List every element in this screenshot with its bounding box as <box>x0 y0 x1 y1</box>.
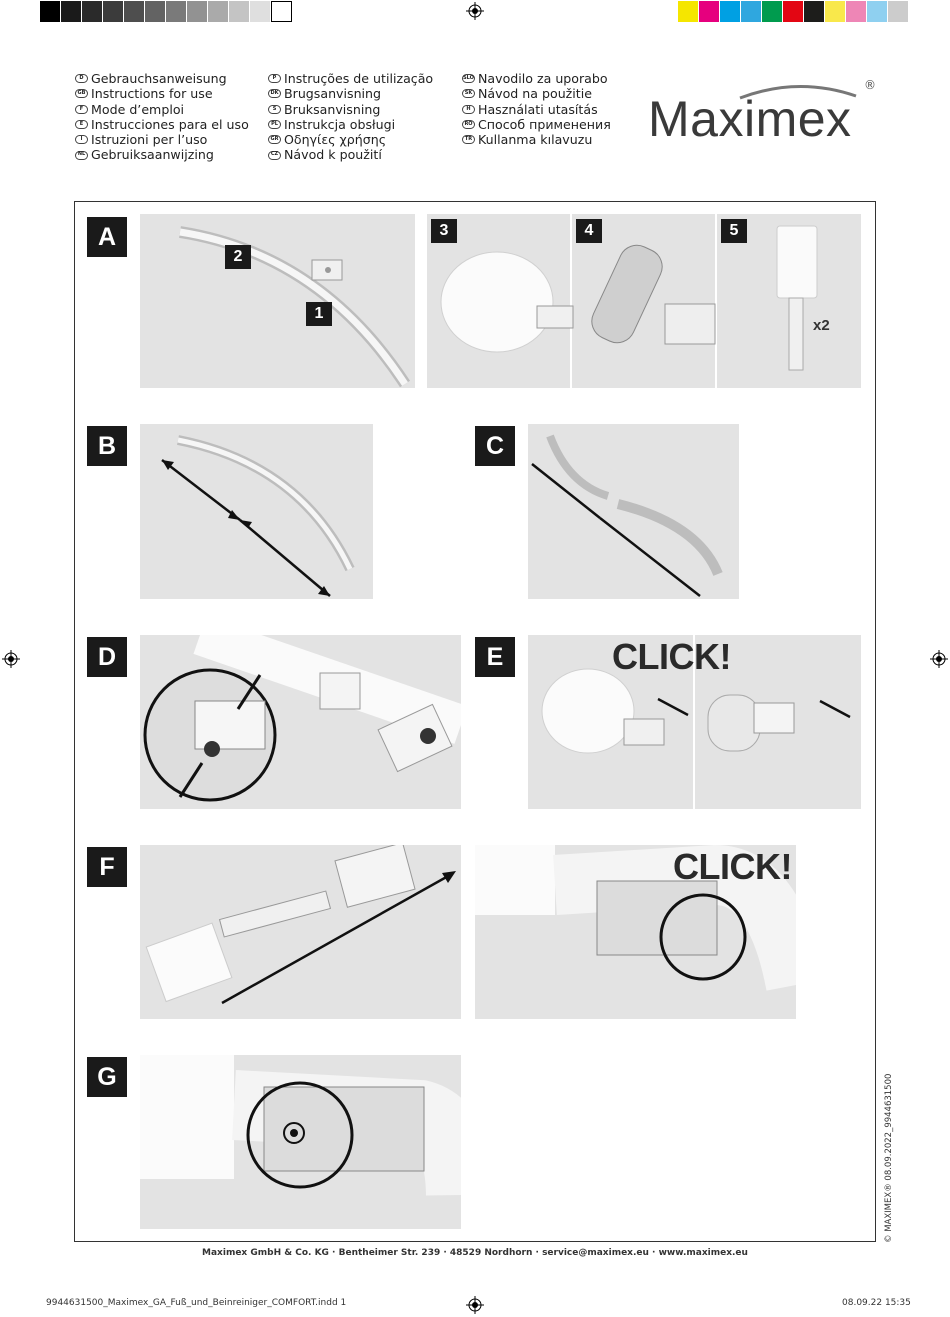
color-swatch <box>124 1 145 22</box>
language-label: Instrucciones para el uso <box>91 116 249 132</box>
language-item <box>268 132 433 147</box>
language-code-badge: NL <box>75 151 88 160</box>
panel-g <box>140 1055 461 1229</box>
color-swatch <box>166 1 187 22</box>
language-item <box>462 102 611 117</box>
language-label: Návod k použití <box>284 147 382 163</box>
language-label: Bruksanvisning <box>284 101 381 117</box>
language-label: Kullanma kılavuzu <box>478 132 593 148</box>
language-item <box>462 71 611 86</box>
color-swatch <box>82 1 103 22</box>
language-label: Способ применения <box>478 116 611 132</box>
panel-c <box>528 424 739 599</box>
color-swatch <box>678 1 699 22</box>
part-number-3: 3 <box>431 219 457 243</box>
grayscale-color-bar <box>40 1 292 22</box>
registration-mark-icon <box>466 1296 484 1314</box>
language-list-col2 <box>268 71 433 163</box>
copyright-note: © MAXIMEX® 08.09.2022_9944631500 <box>884 1073 894 1243</box>
release-button-image <box>140 1055 461 1229</box>
panel-a-attachments <box>427 214 861 388</box>
click-callout: CLICK! <box>673 846 792 887</box>
panel-b <box>140 424 373 599</box>
part-number-4: 4 <box>576 219 602 243</box>
color-swatch <box>825 1 846 22</box>
language-code-badge: S <box>268 105 281 114</box>
language-label: Gebruiksaanwijzing <box>91 147 214 163</box>
language-label: Navodilo za uporabo <box>478 71 608 86</box>
language-label: Gebrauchsanweisung <box>91 71 227 86</box>
color-swatch <box>699 1 720 22</box>
quantity-label: x2 <box>813 317 830 334</box>
color-swatch <box>846 1 867 22</box>
language-label: Instruções de utilização <box>284 71 434 86</box>
color-swatch <box>762 1 783 22</box>
print-date: 08.09.22 15:35 <box>842 1298 911 1308</box>
insert-sponge-image <box>140 845 461 1019</box>
step-label-g: G <box>87 1057 127 1097</box>
click-callout: CLICK! <box>612 636 731 677</box>
color-swatch <box>804 1 825 22</box>
color-swatch <box>103 1 124 22</box>
language-item <box>75 132 249 147</box>
step-label-a: A <box>87 217 127 257</box>
step-label-c: C <box>475 426 515 466</box>
language-code-badge: SK <box>462 89 475 98</box>
language-label: Návod na použitie <box>478 86 592 102</box>
language-item <box>462 117 611 132</box>
language-item <box>462 86 611 101</box>
language-code-badge: E <box>75 120 88 129</box>
language-label: Brugsanvisning <box>284 86 382 102</box>
attachments-image <box>427 214 861 388</box>
language-item <box>268 102 433 117</box>
language-code-badge: SLO <box>462 74 475 83</box>
part-number-5: 5 <box>721 219 747 243</box>
handle-measure-image <box>140 424 373 599</box>
registration-mark-icon <box>2 650 20 668</box>
language-item <box>75 102 249 117</box>
color-swatch <box>867 1 888 22</box>
panel-a-handle <box>140 214 415 388</box>
language-code-badge: GR <box>268 135 281 144</box>
language-code-badge: PL <box>268 120 281 129</box>
language-code-badge: TR <box>462 135 475 144</box>
color-swatch <box>741 1 762 22</box>
language-label: Instrukcja obsługi <box>284 116 396 132</box>
language-item <box>75 86 249 101</box>
handle-measure-image <box>528 424 739 599</box>
language-code-badge: I <box>75 135 88 144</box>
color-swatch <box>888 1 909 22</box>
logo-registered-mark: ® <box>864 78 876 92</box>
handle-image <box>140 214 415 388</box>
language-list-col1 <box>75 71 249 163</box>
step-label-b: B <box>87 426 127 466</box>
language-code-badge: GB <box>75 89 88 98</box>
part-number-2: 2 <box>225 245 251 269</box>
language-code-badge: P <box>268 74 281 83</box>
color-swatch <box>208 1 229 22</box>
color-swatch <box>145 1 166 22</box>
language-item <box>75 147 249 162</box>
color-swatch <box>783 1 804 22</box>
maximex-logo <box>648 78 878 152</box>
color-swatch <box>187 1 208 22</box>
language-code-badge: CZ <box>268 151 281 160</box>
connector-detail-image <box>140 635 461 809</box>
language-item <box>268 147 433 162</box>
color-swatch <box>61 1 82 22</box>
cmyk-color-bar <box>678 1 909 22</box>
language-code-badge: F <box>75 105 88 114</box>
registration-mark-icon <box>466 2 484 20</box>
color-swatch <box>250 1 271 22</box>
color-swatch <box>40 1 61 22</box>
language-label: Használati utasítás <box>478 101 598 117</box>
language-item <box>268 117 433 132</box>
language-item <box>268 71 433 86</box>
step-label-d: D <box>87 637 127 677</box>
registration-mark-icon <box>930 650 948 668</box>
language-code-badge: RO <box>462 120 475 129</box>
color-swatch <box>229 1 250 22</box>
language-label: Οδηγίες χρήσης <box>284 132 387 148</box>
language-item <box>462 132 611 147</box>
file-slug: 9944631500_Maximex_GA_Fuß_und_Beinreiniger_COMFORT.indd 1 <box>46 1298 347 1308</box>
color-swatch <box>271 1 292 22</box>
panel-d <box>140 635 461 809</box>
step-label-f: F <box>87 847 127 887</box>
language-label: Istruzioni per l’uso <box>91 132 208 148</box>
language-code-badge: H <box>462 105 475 114</box>
language-item <box>268 86 433 101</box>
panel-f <box>140 845 461 1019</box>
language-item <box>75 71 249 86</box>
step-label-e: E <box>475 637 515 677</box>
color-swatch <box>720 1 741 22</box>
company-footer: Maximex GmbH & Co. KG · Bentheimer Str. 239 · 48529 Nordhorn · service@maximex.eu · www.maximex.eu <box>202 1248 748 1258</box>
language-item <box>75 117 249 132</box>
part-number-1: 1 <box>306 302 332 326</box>
language-code-badge: D <box>75 74 88 83</box>
language-label: Mode d’emploi <box>91 101 185 117</box>
language-code-badge: DK <box>268 89 281 98</box>
logo-text: Maximex <box>648 91 852 147</box>
language-list-col3 <box>462 71 611 147</box>
language-label: Instructions for use <box>91 86 213 102</box>
